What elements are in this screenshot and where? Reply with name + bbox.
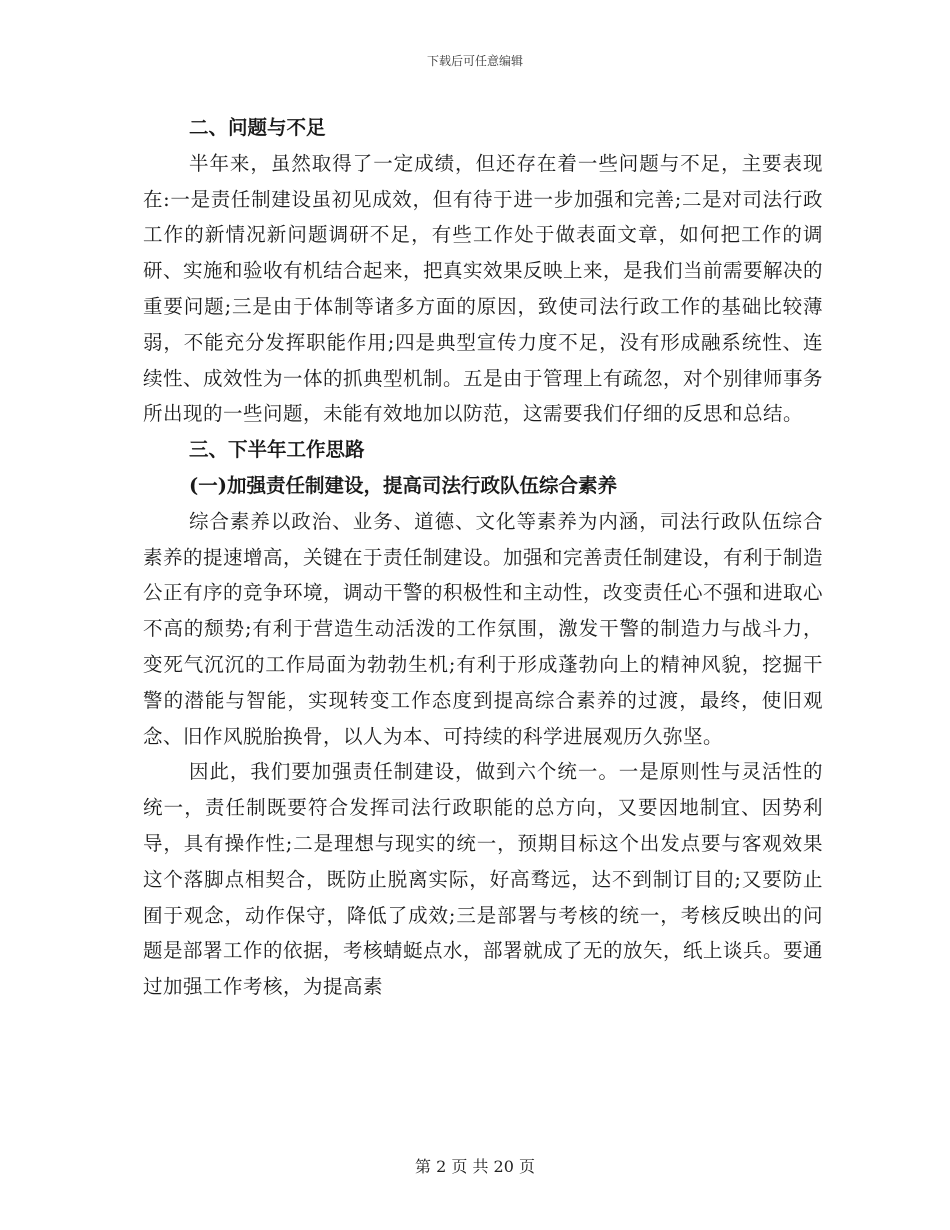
page-number-footer: 第 2 页 共 20 页 xyxy=(415,1157,535,1176)
section-3-title: 三、下半年工作思路 xyxy=(189,438,365,462)
section-3-subheading-1: (一)加强责任制建设，提高司法行政队伍综合素养 xyxy=(189,473,617,497)
section-2-paragraph-1: 半年来，虽然取得了一定成绩，但还存在着一些问题与不足，主要表现在:一是责任制建设虽初见成效，但有待于进一步加强和完善;二是对司法行政工作的新情况新问题调研不足，有些工作处于做表面文章，如何把工作的调研、实施和验收有机结合起来，把真实效果反映上来，是我们当前需要解决的重要问题;三是由于体制等诸多方面的原因，致使司法行政工作的基础比较薄弱，不能充分发挥职能作用;四是典型宣传力度不足，没有形成融系统性、连续性、成效性为一体的抓典型机制。五是由于管理上有疏忽，对个别律师事务所出现的一些问题，未能有效地加以防范，这需要我们仔细的反思和总结。 xyxy=(143,151,824,426)
header-note: 下载后可任意编辑 xyxy=(426,54,523,68)
section-2-title: 二、问题与不足 xyxy=(189,116,326,139)
section-3-paragraph-1: 综合素养以政治、业务、道德、文化等素养为内涵，司法行政队伍综合素养的提速增高，关键在于责任制建设。加强和完善责任制建设，有利于制造公正有序的竞争环境，调动干警的积极性和主动性，改变责任心不强和进取心不高的颓势;有利于营造生动活泼的工作氛围，激发干警的制造力与战斗力，变死气沉沉的工作局面为勃勃生机;有利于形成蓬勃向上的精神风貌，挖掘干警的潜能与智能，实现转变工作态度到提高综合素养的过渡，最终，使旧观念、旧作风脱胎换骨，以人为本、可持续的科学进展观历久弥坚。 xyxy=(143,509,824,748)
document-body xyxy=(143,110,823,1005)
section-3-paragraph-2: 因此，我们要加强责任制建设，做到六个统一。一是原则性与灵活性的统一，责任制既要符合发挥司法行政职能的总方向，又要因地制宜、因势利导，具有操作性;二是理想与现实的统一，预期目标这个出发点要与客观效果这个落脚点相契合，既防止脱离实际，好高骛远，达不到制订目的;又要防止囿于观念，动作保守，降低了成效;三是部署与考核的统一，考核反映出的问题是部署工作的依据，考核蜻蜓点水，部署就成了无的放矢，纸上谈兵。要通过加强工作考核，为提高素 xyxy=(143,760,824,999)
